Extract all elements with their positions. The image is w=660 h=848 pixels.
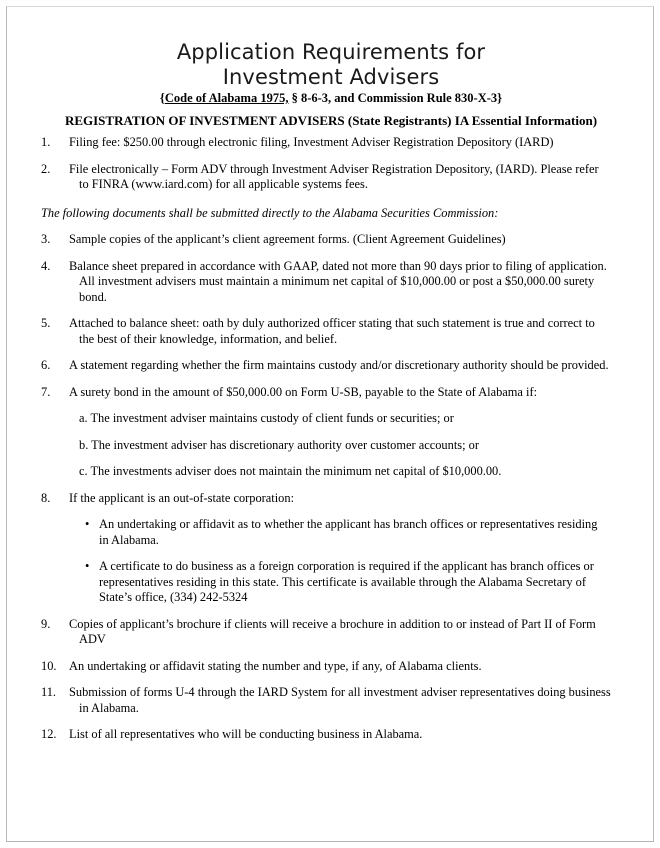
code-citation-line xyxy=(7,91,654,106)
list-item xyxy=(7,727,654,743)
sub-list-item-c: c. The investments adviser does not maintain the minimum net capital of $10,000.00. xyxy=(79,464,502,478)
bullet-list-item-text: An undertaking or affidavit as to whether the applicant has branch offices or representatives residing in Alabama. xyxy=(99,517,598,547)
list-item xyxy=(7,259,654,306)
submission-note: The following documents shall be submitted directly to the Alabama Securities Commission: xyxy=(41,205,499,220)
list-item-text: Attached to balance sheet: oath by duly authorized officer stating that such statement is true and correct to the best of their knowledge, information, and belief. xyxy=(69,316,595,346)
list-item-marker: 1. xyxy=(41,135,51,149)
list-item-text: Submission of forms U-4 through the IARD System for all investment adviser representatives doing business in Alabama. xyxy=(69,685,611,715)
list-item xyxy=(7,162,654,193)
list-item-marker: 10. xyxy=(41,658,57,673)
list-item-text: Filing fee: $250.00 through electronic filing, Investment Adviser Registration Depository (IARD) xyxy=(69,135,554,149)
citation-rest: § 8-6-3, and Commission Rule 830-X-3} xyxy=(288,91,503,105)
list-item xyxy=(7,358,654,374)
list-item-marker: 6. xyxy=(41,358,51,372)
page-title-line-2: Investment Advisers xyxy=(222,65,440,89)
list-item-text: Copies of applicant’s brochure if clients will receive a brochure in addition to or instead of Part II of Form ADV xyxy=(69,616,596,646)
list-item-marker: 7. xyxy=(41,384,51,399)
bullet-list-item-text: A certificate to do business as a foreign corporation is required if the applicant has branch offices or representatives residing in this state. This certificate is available through the Alabama Secretary of State’s office, (334) 242-5324 xyxy=(99,559,594,604)
list-item xyxy=(7,135,654,151)
list-item xyxy=(7,232,654,248)
bullet-list-item xyxy=(7,559,654,606)
list-item-marker: 12. xyxy=(41,727,57,741)
list-item-marker: 3. xyxy=(41,232,51,246)
requirements-list xyxy=(7,135,654,754)
sub-list-item-a: a. The investment adviser maintains custody of client funds or securities; or xyxy=(79,411,454,425)
document-page xyxy=(6,6,654,842)
list-item-text: Sample copies of the applicant’s client agreement forms. (Client Agreement Guidelines) xyxy=(69,232,506,246)
list-item xyxy=(7,316,654,347)
list-item-marker: 9. xyxy=(41,616,51,631)
list-item-marker: 5. xyxy=(41,316,51,330)
sub-list-item-b: b. The investment adviser has discretionary authority over customer accounts; or xyxy=(79,437,479,452)
list-item xyxy=(7,659,654,675)
list-item-marker: 2. xyxy=(41,161,51,176)
citation-underlined-part: Code of Alabama 1975, xyxy=(164,91,289,105)
list-item-text: A statement regarding whether the firm maintains custody and/or discretionary authority should be provided. xyxy=(69,358,609,372)
list-item-text: An undertaking or affidavit stating the number and type, if any, of Alabama clients. xyxy=(69,658,482,673)
list-item-marker: 8. xyxy=(41,490,51,505)
citation-open-brace: { xyxy=(159,91,165,105)
list-item-text: List of all representatives who will be conducting business in Alabama. xyxy=(69,727,423,741)
bullet-icon: • xyxy=(85,517,90,531)
registration-heading: REGISTRATION OF INVESTMENT ADVISERS (State Registrants) IA Essential Information) xyxy=(64,113,598,128)
list-item xyxy=(7,385,654,401)
page-title-line-1: Application Requirements for xyxy=(176,40,486,64)
bullet-list-item xyxy=(7,517,654,548)
list-item xyxy=(7,617,654,648)
bullet-icon: • xyxy=(85,559,90,573)
list-item-text: If the applicant is an out-of-state corporation: xyxy=(69,490,295,505)
list-item xyxy=(7,685,654,716)
list-item-text: A surety bond in the amount of $50,000.00 on Form U-SB, payable to the State of Alabama if: xyxy=(69,384,538,399)
list-item-marker: 11. xyxy=(41,685,57,699)
list-item-text: File electronically – Form ADV through Investment Adviser Registration Depository, (IARD). Please refer to FINRA (www.iard.com) for all applicable systems fees. xyxy=(69,161,599,191)
list-item-text: Balance sheet prepared in accordance with GAAP, dated not more than 90 days prior to filing of application. All investment advisers must maintain a minimum net capital of $10,000.00 or post a $50,000.00 surety bond. xyxy=(69,258,607,304)
list-item-marker: 4. xyxy=(41,258,51,273)
document-title-block xyxy=(7,40,654,90)
list-item xyxy=(7,491,654,507)
